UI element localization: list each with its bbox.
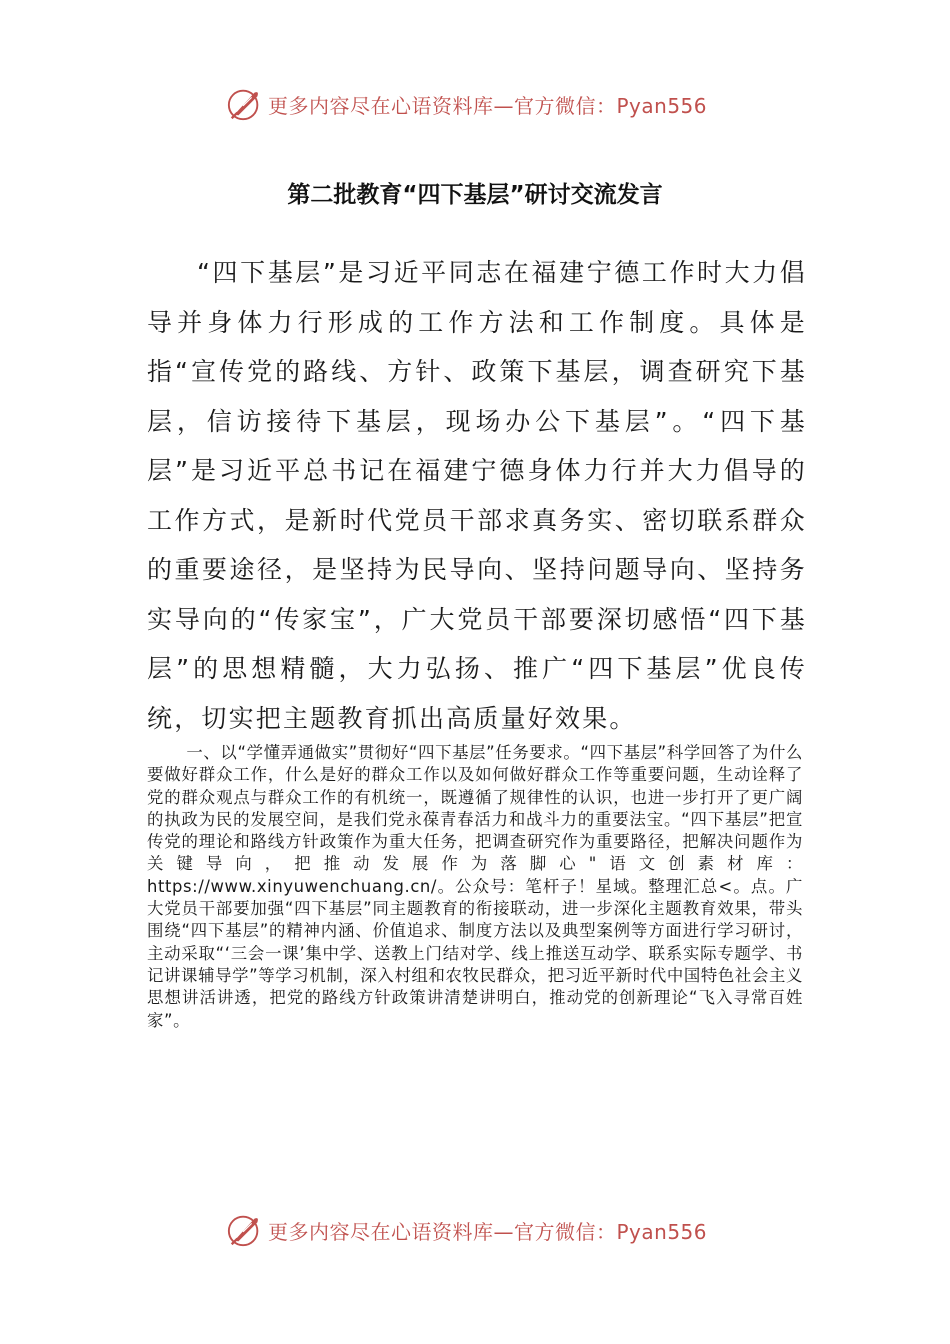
section-paragraph: 一、以“学懂弄通做实”贯彻好“四下基层”任务要求。“四下基层”科学回答了为什么要做好群众工作，什么是好的群众工作以及如何做好群众工作等重要问题，生动诠释了党的群众观点与群众工作的有机统一，既遵循了规律性的认识，也进一步打开了更广阔的执政为民的发展空间，是我们党永葆青春活力和战斗力的重要法宝。“四下基层”把宣传党的理论和路线方针政策作为重大任务，把调查研究作为重要路径，把解决问题作为关键导向，把推动发展作为落脚心"语文创素材库：https://www.xinyuwenchuang.cn/。公众号：笔杆子！星域。整理汇总<。点。广大党员干部要加强“四下基层”同主题教育的衔接联动，进一步深化主题教育效果，带头围绕“四下基层”的精神内涵、价值追求、制度方法以及典型案例等方面进行学习研讨，主动采取“‘三会一课’集中学、送教上门结对学、线上推送互动学、联系实际专题学、书记讲课辅导学”等学习机制，深入村组和农牧民群众，把习近平新时代中国特色社会主义思想讲活讲透，把党的路线方针政策讲清楚讲明白，推动党的创新理论“飞入寻常百姓家”。 — [147, 743, 803, 1030]
quill-logo-icon — [226, 1211, 264, 1249]
header-banner — [226, 84, 746, 124]
quill-logo-icon — [226, 85, 264, 123]
document-title: 第二批教育“四下基层”研讨交流发言 — [287, 182, 663, 208]
footer-banner — [226, 1210, 746, 1250]
footer-banner-text: 更多内容尽在心语资料库—官方微信：Pyan556 — [268, 1219, 708, 1244]
header-banner-text: 更多内容尽在心语资料库—官方微信：Pyan556 — [268, 93, 708, 118]
intro-paragraph: “四下基层”是习近平同志在福建宁德工作时大力倡导并身体力行形成的工作方法和工作制度。具体是指“宣传党的路线、方针、政策下基层，调查研究下基层，信访接待下基层，现场办公下基层”。“四下基层”是习近平总书记在福建宁德身体力行并大力倡导的工作方式，是新时代党员干部求真务实、密切联系群众的重要途径，是坚持为民导向、坚持问题导向、坚持务实导向的“传家宝”，广大党员干部要深切感悟“四下基层”的思想精髓，大力弘扬、推广“四下基层”优良传统，切实把主题教育抓出高质量好效果。 — [147, 258, 807, 733]
